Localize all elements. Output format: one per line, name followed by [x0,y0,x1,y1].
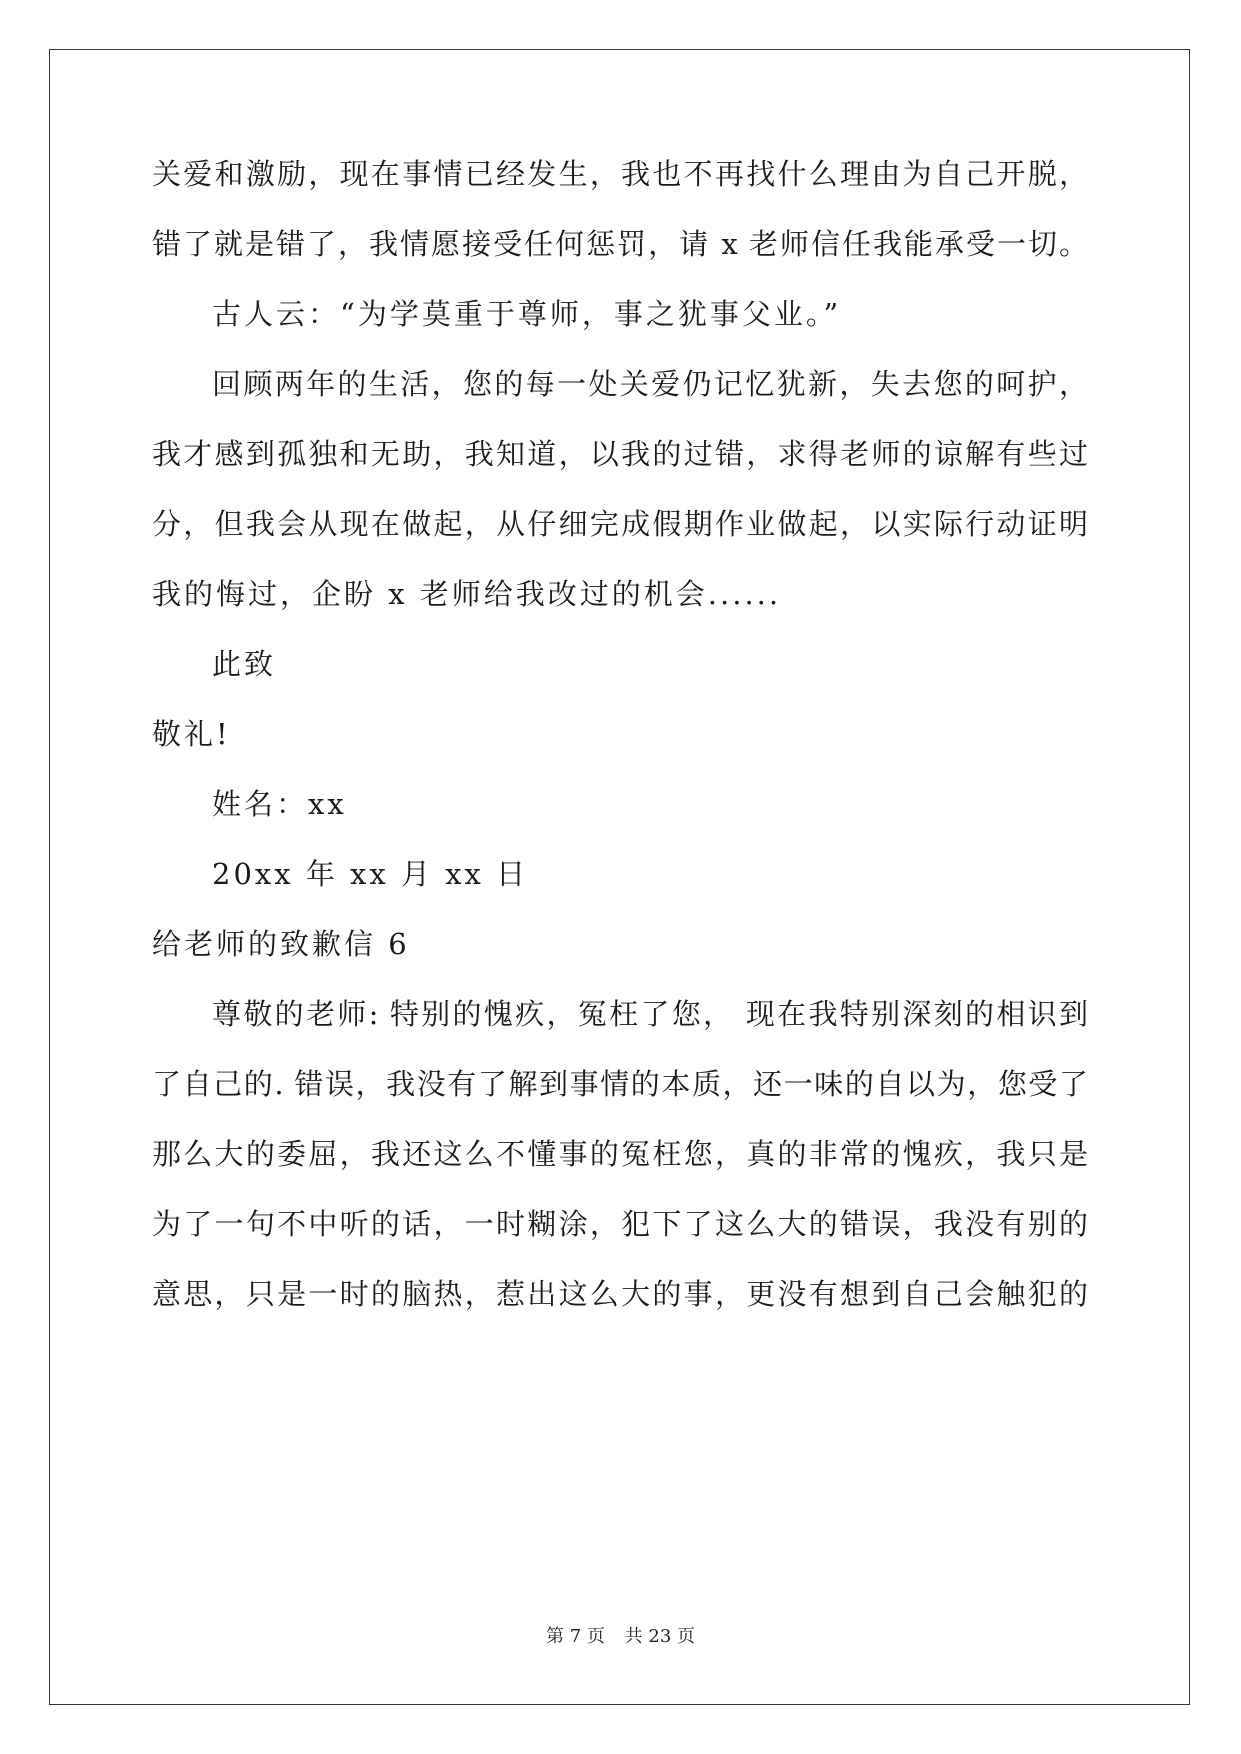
signature-date: 20xx 年 xx 月 xx 日 [212,857,529,891]
section-title: 给老师的致歉信 6 [152,927,410,961]
quote-line: 古人云：“为学莫重于尊师，事之犹事父业。” [212,297,842,331]
body-line-17: 意思，只是一时的脑热，惹出这么大的事，更没有想到自己会触犯的 [152,1277,1088,1311]
body-line-13: 尊敬的老师: 特别的愧疚，冤枉了您， 现在我特别深刻的相识到 [212,997,1088,1031]
page-total: 共 23 页 [624,1626,695,1647]
body-line-4: 回顾两年的生活，您的每一处关爱仍记忆犹新，失去您的呵护， [212,367,1088,401]
body-line-2: 错了就是错了，我情愿接受任何惩罚，请 x 老师信任我能承受一切。 [152,227,1088,261]
page-number: 第 7 页 [546,1626,605,1647]
signature-name: 姓名：xx [212,787,347,821]
closing-jingli: 敬礼! [152,717,231,751]
body-line-7: 我的悔过，企盼 x 老师给我改过的机会...... [152,577,782,611]
closing-cizhi: 此致 [212,647,277,681]
body-line-6: 分，但我会从现在做起，从仔细完成假期作业做起，以实际行动证明 [152,507,1088,541]
body-line-14: 了自己的. 错误，我没有了解到事情的本质，还一味的自以为，您受了 [152,1067,1088,1101]
body-line-16: 为了一句不中听的话，一时糊涂，犯下了这么大的错误，我没有别的 [152,1207,1088,1241]
body-line-5: 我才感到孤独和无助，我知道，以我的过错，求得老师的谅解有些过 [152,437,1088,471]
page-footer [0,1625,1241,1649]
body-line-1: 关爱和激励，现在事情已经发生，我也不再找什么理由为自己开脱， [152,157,1088,191]
body-line-15: 那么大的委屈，我还这么不懂事的冤枉您，真的非常的愧疚，我只是 [152,1137,1088,1171]
